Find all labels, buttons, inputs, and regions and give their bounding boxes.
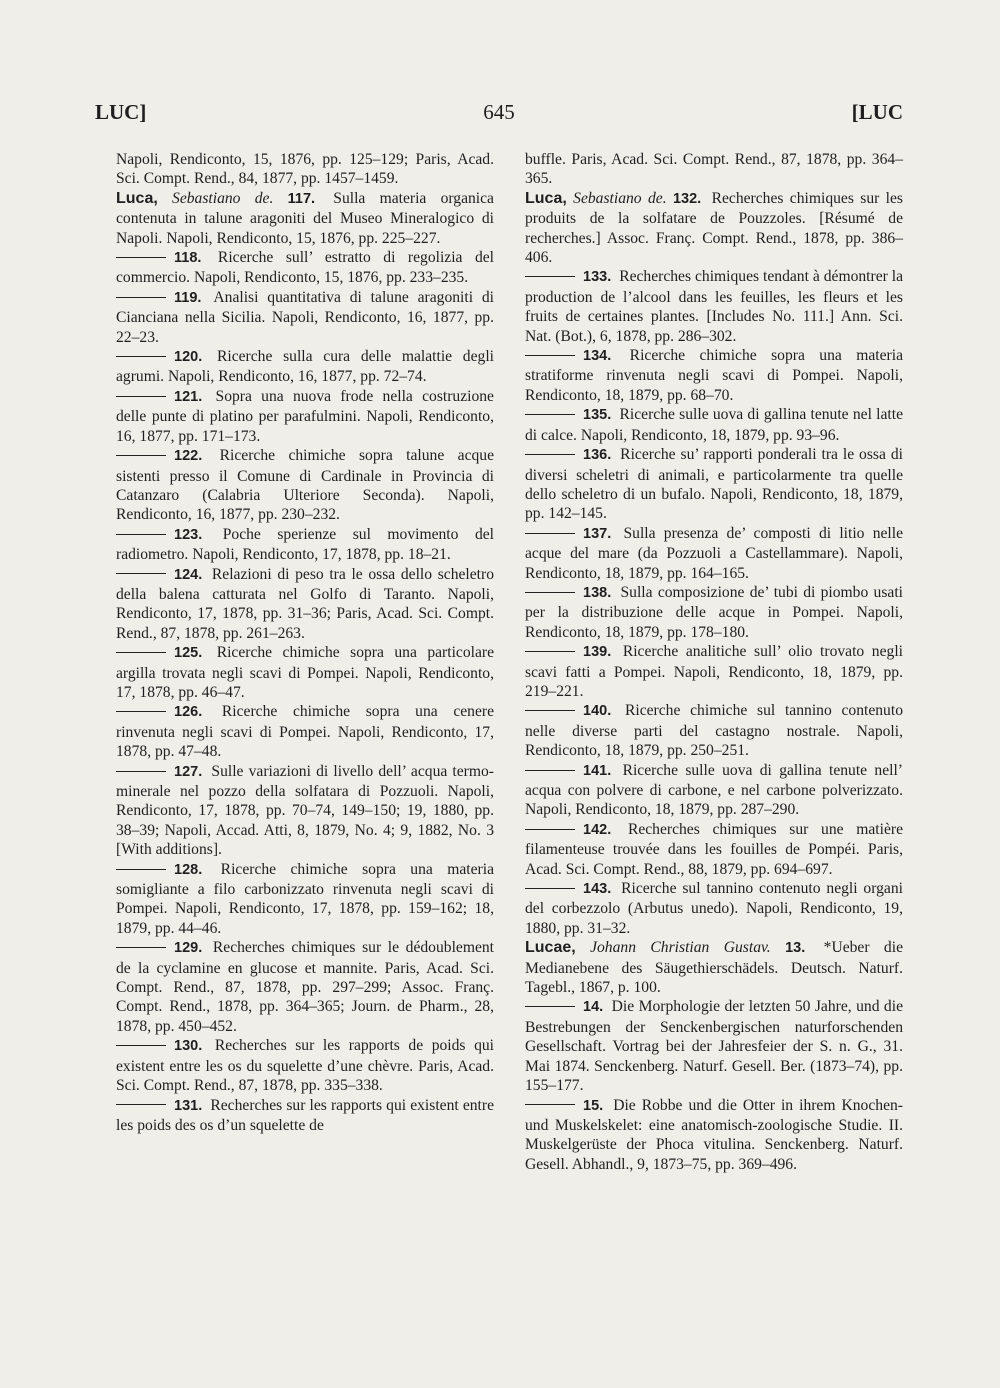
ditto-dash	[116, 947, 166, 948]
ditto-dash	[116, 1104, 166, 1105]
entry-number: 142.	[583, 821, 612, 838]
entry-text: Ricerche analitiche sull’ olio trovato negli scavi fatti a Pompei. Napoli, Rendiconto, 18, 1879, pp. 219–221.	[525, 643, 903, 700]
ditto-dash	[525, 276, 575, 277]
entry-number: 133.	[583, 269, 612, 286]
ditto-dash	[116, 396, 166, 397]
running-head-right: [LUC	[851, 100, 903, 124]
bibliography-entry	[116, 347, 494, 387]
bibliography-entry	[116, 288, 494, 347]
author-given-names: Johann Christian Gustav.	[590, 939, 771, 957]
entry-number: 141.	[583, 762, 612, 779]
bibliography-entry	[116, 565, 494, 644]
entry-number: 130.	[174, 1038, 203, 1055]
entry-number: 143.	[583, 881, 612, 898]
entry-text: Sopra una nuova frode nella costruzione delle punte di platino per parafulmini. Napoli, Rendiconto, 16, 1877, pp. 171–173.	[116, 387, 494, 445]
entry-text: Ricerche su’ rapporti ponderali tra le ossa di diversi scheletri di animali, e particolarmente tra quelle dello scheletro di un bufalo. Napoli, Rendiconto, 18, 1879, pp. 142–145.	[525, 446, 903, 523]
ditto-dash	[116, 455, 166, 456]
entry-text: Recherches chimiques tendant à démontrer la production de l’alcool dans les feuilles, les fleurs et les fruits de certaines plantes. [Includes No. 111.] Ann. Sci. Nat. (Bot.), 6, 1878, pp. 286–302.	[525, 268, 903, 345]
bibliography-entry	[116, 248, 494, 288]
bibliography-entry	[525, 405, 903, 445]
ditto-dash	[116, 652, 166, 653]
entry-text: *Ueber die Medianebene des Säugethierschädels. Deutsch. Naturf. Tagebl., 1867, p. 100.	[525, 939, 903, 997]
ditto-dash	[525, 888, 575, 889]
entry-text: Recherches chimiques sur les produits de la solfatare de Pouzzoles. [Résumé de recherches.] Assoc. Franç. Compt. Rend., 1878, pp. 386–406.	[525, 189, 904, 267]
entry-number: 123.	[174, 526, 203, 543]
entry-number: 14.	[583, 999, 604, 1016]
entry-number: 126.	[174, 704, 203, 721]
running-head-left: LUC]	[95, 100, 147, 124]
entry-text: Recherches sur les rapports qui existent entre les poids des os d’un squelette de	[116, 1096, 494, 1134]
bibliography-entry	[525, 445, 903, 524]
entry-text: Ricerche sulla cura delle malattie degli agrumi. Napoli, Rendiconto, 16, 1877, pp. 72–74.	[116, 348, 494, 386]
ditto-dash	[116, 1045, 166, 1046]
entry-number: 128.	[174, 861, 203, 878]
bibliography-entry	[525, 189, 903, 268]
entry-text: buffle. Paris, Acad. Sci. Compt. Rend., 87, 1878, pp. 364–365.	[525, 151, 903, 188]
entry-number: 118.	[174, 250, 202, 267]
entry-number: 15.	[583, 1097, 604, 1114]
bibliography-entry	[525, 1096, 903, 1175]
page-number: 645	[483, 100, 515, 124]
entry-text: Ricerche chimiche sopra una particolare argilla trovata negli scavi di Pompei. Napoli, Rendiconto, 17, 1878, pp. 46–47.	[116, 644, 494, 701]
ditto-dash	[116, 297, 166, 298]
bibliography-entry	[116, 702, 494, 761]
entry-number: 13.	[785, 940, 806, 957]
ditto-dash	[116, 573, 166, 574]
ditto-dash	[116, 711, 166, 712]
entry-number: 140.	[583, 703, 612, 720]
entry-text: Ricerche sulle uova di gallina tenute nell’ acqua con polvere di carbone, e nel carbone polverizzato. Napoli, Rendiconto, 18, 1879, pp. 287–290.	[525, 761, 903, 819]
ditto-dash	[525, 770, 575, 771]
bibliography-entry	[525, 150, 903, 189]
entry-text: Recherches chimiques sur une matière filamenteuse trouvée dans les fouilles de Pompéi. Paris, Acad. Sci. Compt. Rend., 88, 1879, pp. 694–697.	[525, 820, 903, 878]
ditto-dash	[525, 533, 575, 534]
author-given-names: Sebastiano de.	[573, 189, 667, 207]
ditto-dash	[525, 710, 575, 711]
entry-text: Relazioni di peso tra le ossa dello scheletro della balena catturata nel Golfo di Taranto. Napoli, Rendiconto, 17, 1878, pp. 31–36; Paris, Acad. Sci. Compt. Rend., 87, 1878, pp. 261–263.	[116, 565, 495, 642]
bibliography-entry	[525, 267, 903, 346]
ditto-dash	[116, 257, 166, 258]
entry-text: Analisi quantitativa di talune aragoniti di Cianciana nella Sicilia. Napoli, Rendiconto, 16, 1877, pp. 22–23.	[116, 288, 495, 346]
bibliography-entry	[116, 1036, 494, 1095]
ditto-dash	[116, 534, 166, 535]
entry-number: 124.	[174, 566, 203, 583]
entry-text: Ricerche chimiche sopra una materia stratiforme rinvenuta negli scavi di Pompei. Napoli, Rendiconto, 18, 1879, pp. 68–70.	[525, 347, 903, 404]
bibliography-entry	[116, 938, 494, 1036]
entry-number: 132.	[672, 190, 702, 207]
entry-text: Ricerche chimiche sopra una cenere rinvenuta negli scavi di Pompei. Napoli, Rendiconto, 17, 1878, pp. 47–48.	[116, 703, 494, 761]
ditto-dash	[525, 1104, 575, 1105]
bibliography-entry	[116, 860, 494, 939]
bibliography-entry	[525, 346, 903, 405]
bibliography-entry	[116, 762, 494, 860]
author-surname: Luca,	[116, 189, 158, 207]
entry-text: Poche sperienze sul movimento del radiometro. Napoli, Rendiconto, 17, 1878, pp. 18–21.	[116, 525, 494, 564]
bibliography-entry	[525, 879, 903, 938]
entry-text: Die Robbe und die Otter in ihrem Knochen- und Muskelskelet: eine anatomisch-zoologische Studie. II. Muskelgerüste der Phoca vitulina. Senckenberg. Naturf. Gesell. Abhandl., 9, 1873–75, pp. 369–496.	[525, 1096, 903, 1173]
entry-text: Sulla presenza de’ composti di litio nelle acque del mare (da Pozzuoli a Castellammare). Napoli, Rendiconto, 18, 1879, pp. 164–165.	[525, 524, 903, 582]
bibliography-entry	[116, 189, 494, 248]
entry-text: Sulla composizione de’ tubi di piombo usati per la distribuzione delle acque in Pompei. Napoli, Rendiconto, 18, 1879, pp. 178–180.	[525, 583, 903, 641]
entry-number: 134.	[583, 348, 612, 365]
ditto-dash	[525, 829, 575, 830]
entry-number: 139.	[583, 644, 612, 661]
ditto-dash	[116, 771, 166, 772]
ditto-dash	[116, 356, 166, 357]
bibliography-entry	[525, 583, 903, 642]
ditto-dash	[525, 355, 575, 356]
bibliography-entry	[116, 643, 494, 702]
bibliography-entry	[525, 997, 903, 1095]
bibliography-entry	[525, 524, 903, 583]
entry-text: Recherches sur les rapports de poids qui existent entre les os du squelette d’une chèvre. Paris, Acad. Sci. Compt. Rend., 87, 1878, pp. 335–338.	[116, 1037, 494, 1095]
left-column	[116, 150, 494, 1135]
bibliography-entry	[116, 387, 494, 446]
entry-number: 137.	[583, 525, 612, 542]
ditto-dash	[525, 592, 575, 593]
ditto-dash	[525, 414, 575, 415]
bibliography-entry	[525, 820, 903, 879]
author-given-names: Sebastiano de.	[172, 189, 274, 207]
bibliography-entry	[116, 525, 494, 565]
entry-number: 136.	[583, 447, 612, 464]
entry-text: Die Morphologie der letzten 50 Jahre, und die Bestrebungen der Senckenbergischen naturforschenden Gesellschaft. Vortrag bei der Jahresfeier der S. n. G., 31. Mai 1874. Senckenberg. Naturf. Gesell. Ber. (1873–74), pp. 155–177.	[525, 998, 903, 1095]
entry-number: 135.	[583, 407, 612, 424]
entry-number: 117.	[287, 190, 316, 207]
page-header	[95, 100, 903, 134]
right-column	[525, 150, 903, 1174]
bibliography-entry	[116, 1096, 494, 1136]
entry-text: Napoli, Rendiconto, 15, 1876, pp. 125–129; Paris, Acad. Sci. Compt. Rend., 84, 1877, pp. 1457–1459.	[116, 151, 494, 188]
entry-number: 125.	[174, 645, 203, 662]
entry-number: 131.	[174, 1097, 203, 1114]
entry-text: Ricerche sull’ estratto di regolizia del commercio. Napoli, Rendiconto, 15, 1876, pp. 233–235.	[116, 249, 494, 287]
ditto-dash	[116, 869, 166, 870]
entry-text: Sulle variazioni di livello dell’ acqua termo-minerale nel pozzo della solfatara di Pozzuoli. Napoli, Rendiconto, 17, 1878, pp. 70–74, 149–150; 19, 1880, pp. 38–39; Napoli, Accad. Atti, 8, 1879, No. 4; 9, 1882, No. 3 [With additions].	[116, 762, 494, 859]
entry-text: Sulla materia organica contenuta in talune aragoniti del Museo Mineralogico di Napoli. Napoli, Rendiconto, 15, 1876, pp. 225–227.	[116, 189, 494, 247]
entry-number: 122.	[174, 448, 203, 465]
entry-text: Ricerche chimiche sopra talune acque sistenti presso il Comune di Cardinale in Provincia di Catanzaro (Calabria Ulteriore Seconda). Napoli, Rendiconto, 16, 1877, pp. 230–232.	[116, 447, 495, 524]
bibliography-entry	[116, 150, 494, 189]
author-surname: Luca,	[525, 189, 567, 207]
bibliography-entry	[525, 761, 903, 820]
ditto-dash	[525, 454, 575, 455]
bibliography-entry	[525, 938, 903, 997]
author-surname: Lucae,	[525, 939, 576, 957]
bibliography-entry	[525, 701, 903, 760]
entry-number: 120.	[174, 349, 203, 366]
entry-text: Ricerche chimiche sopra una materia somigliante a filo carbonizzato rinvenuta negli scavi di Pompei. Napoli, Rendiconto, 17, 1878, pp. 159–162; 18, 1879, pp. 44–46.	[116, 860, 494, 937]
entry-text: Ricerche sulle uova di gallina tenute nel latte di calce. Napoli, Rendiconto, 18, 1879, pp. 93–96.	[525, 406, 904, 444]
ditto-dash	[525, 1006, 575, 1007]
entry-number: 138.	[583, 584, 612, 601]
entry-text: Ricerche sul tannino contenuto negli organi del corbezzolo (Arbutus unedo). Napoli, Rendiconto, 19, 1880, pp. 31–32.	[525, 880, 903, 937]
entry-text: Ricerche chimiche sul tannino contenuto nelle diverse parti del castagno nostrale. Napoli, Rendiconto, 18, 1879, pp. 250–251.	[525, 702, 903, 760]
ditto-dash	[525, 651, 575, 652]
entry-number: 127.	[174, 763, 203, 780]
entry-number: 119.	[174, 289, 202, 306]
entry-number: 121.	[174, 388, 203, 405]
entry-number: 129.	[174, 940, 203, 957]
entry-text: Recherches chimiques sur le dédoublement de la cyclamine en glucose et mannite. Paris, Acad. Sci. Compt. Rend., 87, 1878, pp. 297–299; Assoc. Franç. Compt. Rend., 1878, pp. 364–365; Journ. de Pharm., 28, 1878, pp. 450–452.	[116, 939, 495, 1035]
bibliography-entry	[116, 446, 494, 525]
bibliography-entry	[525, 642, 903, 701]
